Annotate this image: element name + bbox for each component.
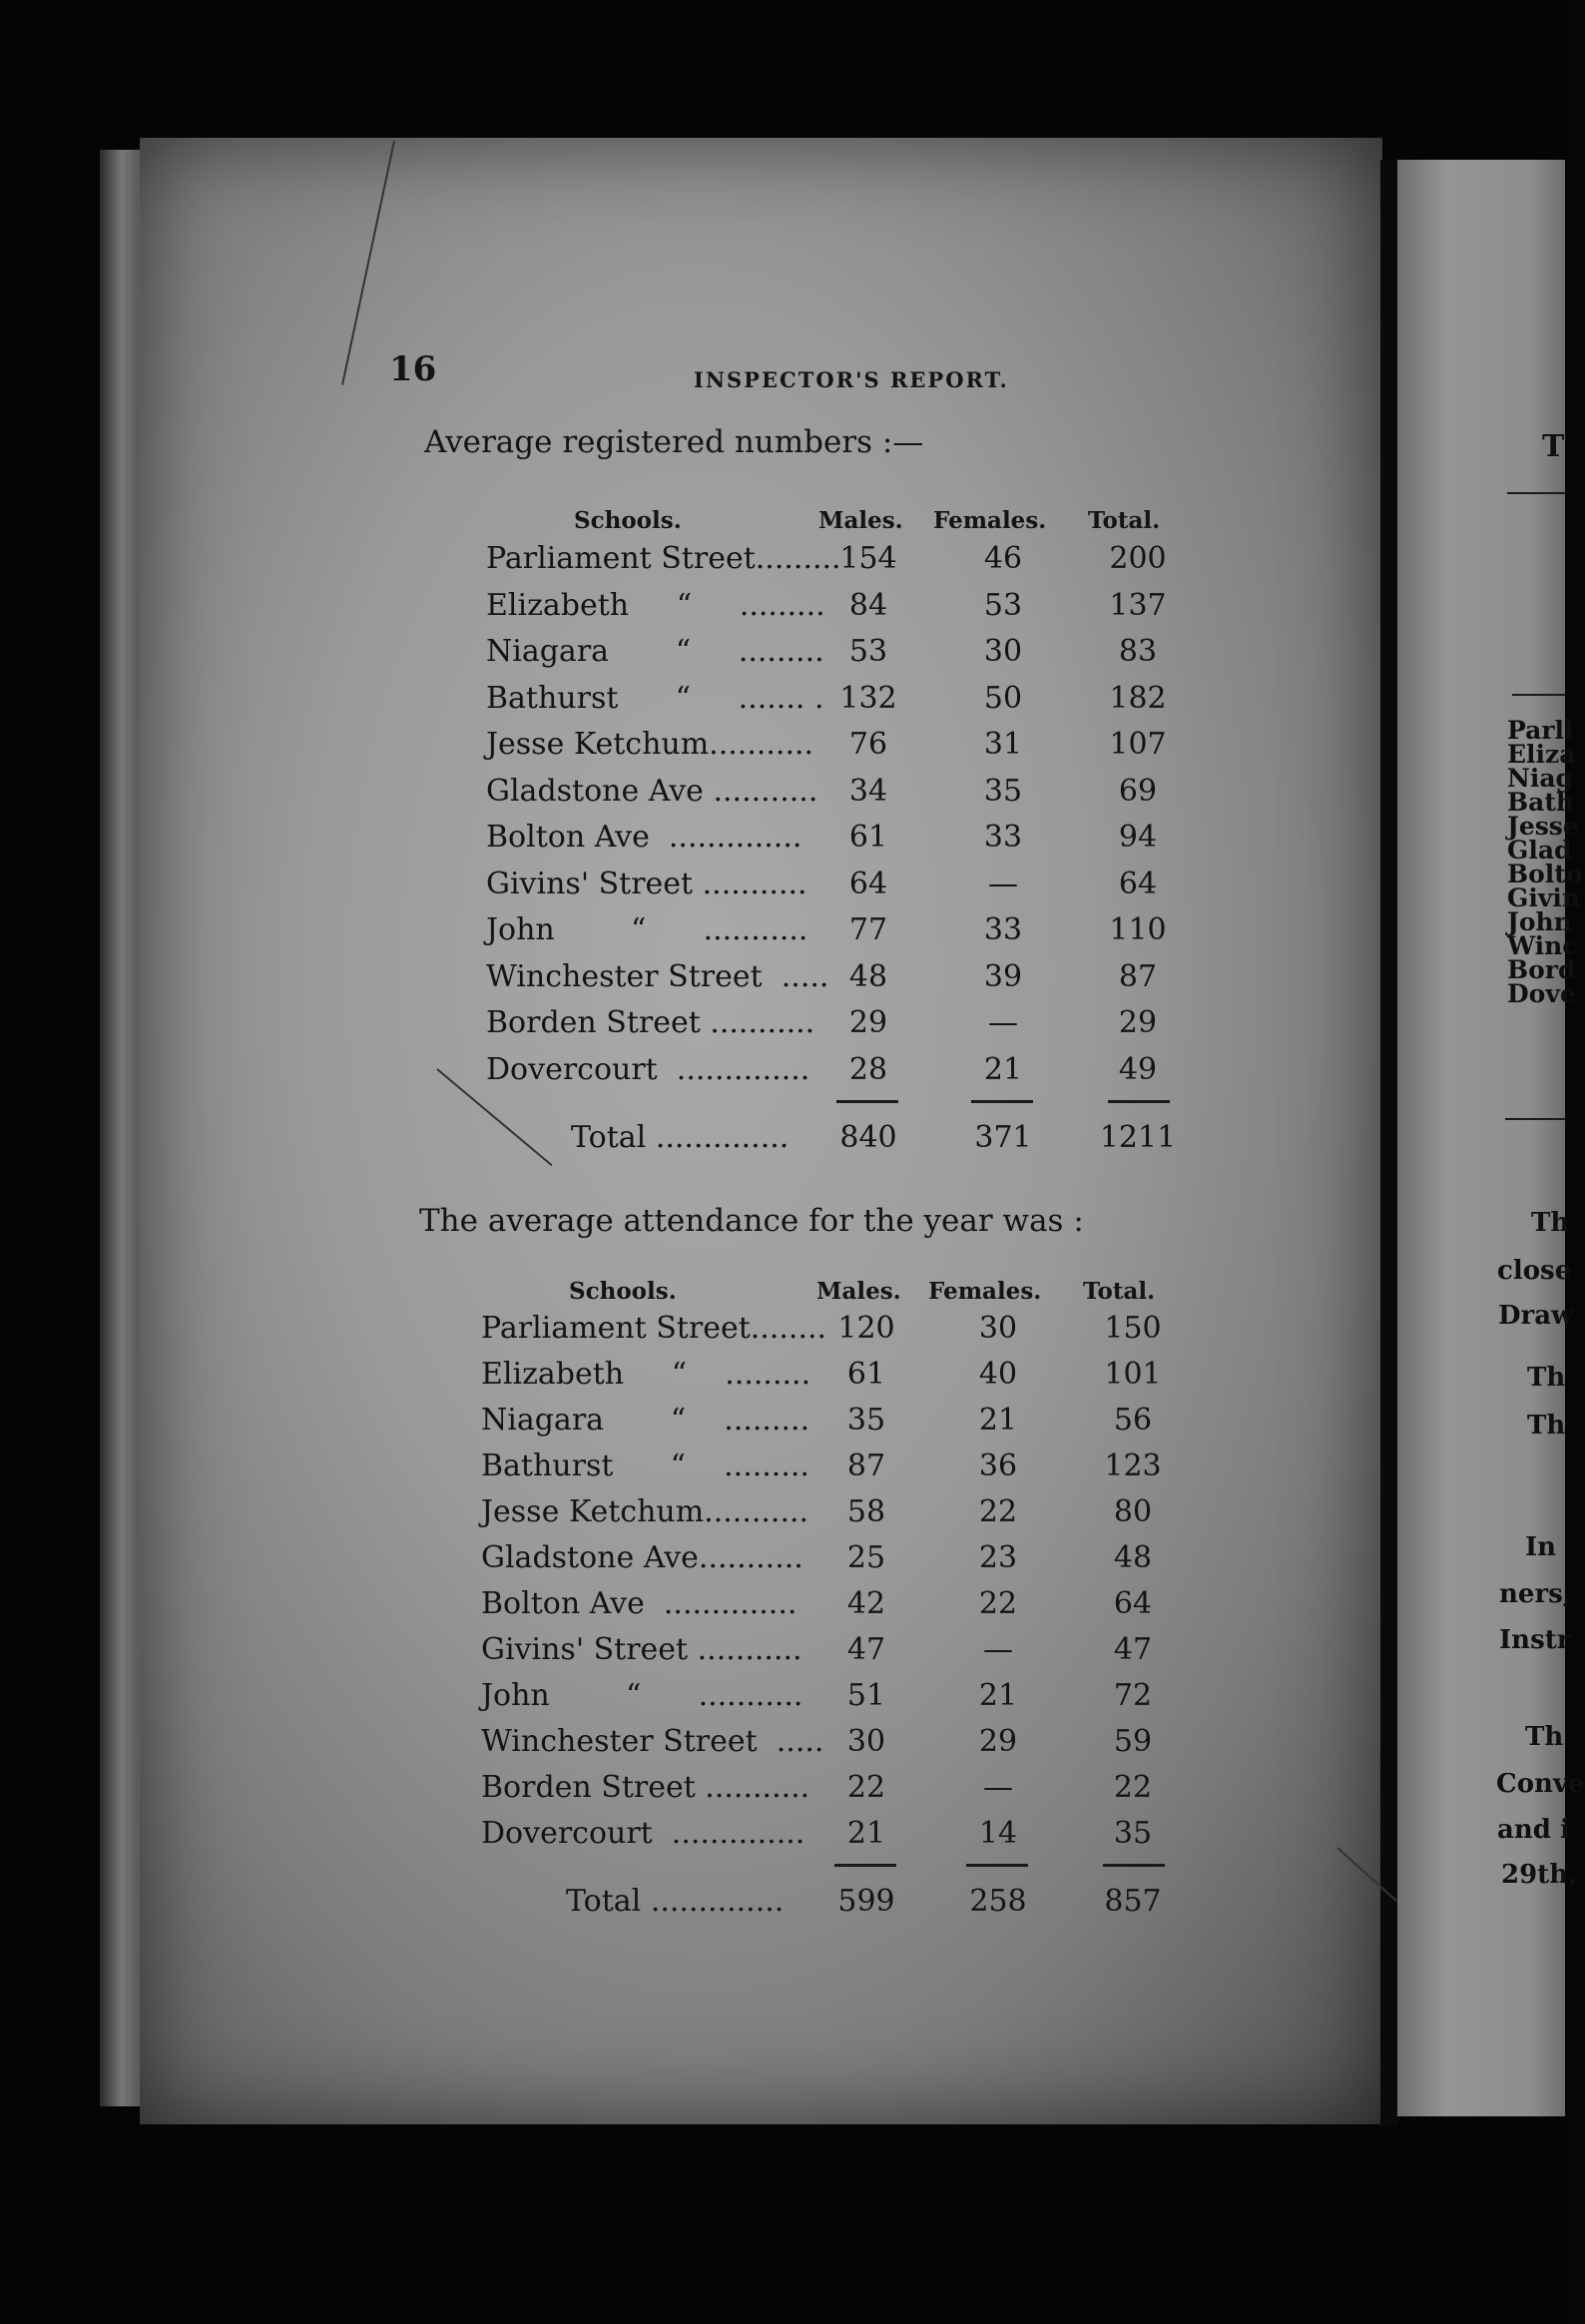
males-value: 22 (846, 1770, 886, 1805)
right-text-line: Th (1525, 1722, 1564, 1752)
total-total: 1211 (1099, 1120, 1177, 1155)
males-value: 47 (846, 1632, 886, 1667)
females-value: 31 (983, 727, 1023, 762)
females-value: 40 (978, 1357, 1018, 1392)
males-value: 42 (846, 1586, 886, 1621)
right-list-item: Bolto (1507, 860, 1583, 888)
total-value: 80 (1113, 1494, 1153, 1529)
females-value: 21 (983, 1051, 1023, 1087)
females-value: 53 (983, 587, 1023, 623)
right-list-item: Glad (1507, 836, 1572, 865)
females-header: Females. (933, 507, 1047, 534)
right-list-item: Niag (1507, 764, 1574, 793)
males-value: 76 (848, 727, 888, 762)
sum-rule-total (1103, 1864, 1165, 1867)
males-value: 48 (848, 958, 888, 994)
sum-rule-females (971, 1100, 1033, 1103)
total-label: Total .............. (571, 1120, 790, 1155)
females-header: Females. (928, 1278, 1042, 1305)
schools-header: Schools. (569, 1278, 677, 1305)
total-value: 47 (1113, 1632, 1153, 1667)
right-list-item: Bath (1507, 788, 1575, 817)
school-name: Winchester Street ..... (481, 1724, 824, 1759)
males-value: 120 (837, 1311, 895, 1346)
right-list-item: John (1507, 907, 1572, 936)
sum-rule-males (834, 1864, 896, 1867)
school-name: Dovercourt .............. (481, 1816, 805, 1851)
males-value: 87 (846, 1449, 886, 1483)
total-total: 857 (1104, 1884, 1162, 1919)
right-page-top-letter: T (1542, 429, 1565, 464)
page-number: 16 (389, 349, 437, 389)
school-name: Borden Street ........... (481, 1770, 810, 1805)
total-value: 87 (1118, 958, 1158, 994)
total-males: 599 (837, 1884, 895, 1919)
running-head: INSPECTOR'S REPORT. (694, 367, 1009, 392)
school-name: John “ ........... (486, 912, 808, 947)
total-value: 150 (1104, 1311, 1162, 1346)
school-name: Bathurst “ ......... (481, 1449, 809, 1483)
total-value: 200 (1109, 541, 1167, 576)
book-gutter (1380, 160, 1397, 2126)
right-text-line: In (1525, 1532, 1557, 1562)
females-value: 21 (978, 1678, 1018, 1713)
right-text-line: Instr (1499, 1625, 1571, 1655)
females-value: 46 (983, 541, 1023, 576)
school-name: Elizabeth “ ......... (486, 587, 825, 623)
total-header: Total. (1083, 1278, 1156, 1305)
total-header: Total. (1088, 507, 1161, 534)
total-value: 64 (1118, 866, 1158, 901)
total-value: 83 (1118, 634, 1158, 669)
right-list-item: Givin (1507, 883, 1581, 912)
males-value: 53 (848, 634, 888, 669)
males-value: 61 (848, 820, 888, 855)
total-females: 371 (974, 1120, 1032, 1155)
school-name: Bathurst “ ....... . (486, 680, 824, 716)
right-list-item: Eliza (1507, 740, 1576, 769)
males-value: 30 (846, 1724, 886, 1759)
right-rule-1 (1507, 492, 1565, 494)
total-value: 29 (1118, 1005, 1158, 1040)
total-value: 72 (1113, 1678, 1153, 1713)
total-females: 258 (969, 1884, 1027, 1919)
right-text-line: close (1497, 1256, 1572, 1286)
right-rule-3 (1505, 1118, 1565, 1120)
total-males: 840 (839, 1120, 897, 1155)
school-name: Gladstone Ave........... (481, 1540, 803, 1575)
sum-rule-males (836, 1100, 898, 1103)
females-value: 22 (978, 1494, 1018, 1529)
males-value: 29 (848, 1005, 888, 1040)
males-header: Males. (816, 1278, 901, 1305)
females-value: 30 (983, 634, 1023, 669)
females-value: 36 (978, 1449, 1018, 1483)
females-value: — (988, 866, 1018, 901)
school-name: Jesse Ketchum........... (481, 1494, 809, 1529)
total-value: 137 (1109, 587, 1167, 623)
total-value: 64 (1113, 1586, 1153, 1621)
total-value: 22 (1113, 1770, 1153, 1805)
males-value: 35 (846, 1403, 886, 1438)
males-header: Males. (818, 507, 903, 534)
school-name: Elizabeth “ ......... (481, 1357, 811, 1392)
right-rule-2 (1512, 694, 1565, 696)
total-value: 182 (1109, 680, 1167, 716)
total-value: 35 (1113, 1816, 1153, 1851)
total-label: Total .............. (566, 1884, 785, 1919)
school-name: Gladstone Ave ........... (486, 773, 818, 809)
total-value: 49 (1118, 1051, 1158, 1087)
females-value: 21 (978, 1403, 1018, 1438)
right-list-item: Jesse (1507, 812, 1579, 841)
school-name: Borden Street ........... (486, 1005, 815, 1040)
attendance-heading: The average attendance for the year was : (419, 1203, 1084, 1239)
total-value: 123 (1104, 1449, 1162, 1483)
schools-header: Schools. (574, 507, 682, 534)
school-name: Parliament Street......... (486, 541, 841, 576)
females-value: 22 (978, 1586, 1018, 1621)
school-name: Niagara “ ......... (486, 634, 824, 669)
females-value: 33 (983, 820, 1023, 855)
right-list-item: Parli (1507, 716, 1574, 745)
females-value: 50 (983, 680, 1023, 716)
males-value: 58 (846, 1494, 886, 1529)
right-text-line: Th (1531, 1208, 1570, 1238)
school-name: Dovercourt .............. (486, 1051, 810, 1087)
females-value: 39 (983, 958, 1023, 994)
total-value: 107 (1109, 727, 1167, 762)
females-value: 23 (978, 1540, 1018, 1575)
males-value: 154 (839, 541, 897, 576)
females-value: 30 (978, 1311, 1018, 1346)
school-name: Bolton Ave .............. (481, 1586, 797, 1621)
school-name: Niagara “ ......... (481, 1403, 810, 1438)
school-name: John “ ........... (481, 1678, 803, 1713)
school-name: Givins' Street ........... (481, 1632, 802, 1667)
registered-heading: Average registered numbers :— (424, 424, 924, 460)
males-value: 61 (846, 1357, 886, 1392)
right-page-fragment (1397, 160, 1585, 2116)
right-text-line: and i (1497, 1815, 1570, 1845)
females-value: — (983, 1770, 1013, 1805)
school-name: Winchester Street ..... (486, 958, 829, 994)
total-value: 56 (1113, 1403, 1153, 1438)
school-name: Parliament Street........ (481, 1311, 827, 1346)
right-text-line: Th (1527, 1411, 1566, 1441)
females-value: 33 (983, 912, 1023, 947)
right-text-line: Draw (1498, 1301, 1574, 1331)
school-name: Givins' Street ........... (486, 866, 807, 901)
right-list-item: Bord (1507, 955, 1576, 984)
females-value: 14 (978, 1816, 1018, 1851)
males-value: 51 (846, 1678, 886, 1713)
right-text-line: Th (1527, 1363, 1566, 1393)
total-value: 59 (1113, 1724, 1153, 1759)
total-value: 94 (1118, 820, 1158, 855)
males-value: 64 (848, 866, 888, 901)
school-name: Jesse Ketchum........... (486, 727, 814, 762)
males-value: 34 (848, 773, 888, 809)
right-list-item: Winc (1507, 931, 1578, 960)
school-name: Bolton Ave .............. (486, 820, 802, 855)
males-value: 84 (848, 587, 888, 623)
right-text-line: ners, (1499, 1579, 1572, 1609)
right-text-line: 29th, (1501, 1860, 1578, 1890)
right-text-line: Conve (1496, 1769, 1585, 1799)
females-value: 29 (978, 1724, 1018, 1759)
females-value: — (988, 1005, 1018, 1040)
males-value: 132 (839, 680, 897, 716)
males-value: 21 (846, 1816, 886, 1851)
males-value: 25 (846, 1540, 886, 1575)
sum-rule-total (1108, 1100, 1170, 1103)
males-value: 77 (848, 912, 888, 947)
total-value: 69 (1118, 773, 1158, 809)
females-value: 35 (983, 773, 1023, 809)
sum-rule-females (966, 1864, 1028, 1867)
total-value: 101 (1104, 1357, 1162, 1392)
total-value: 48 (1113, 1540, 1153, 1575)
males-value: 28 (848, 1051, 888, 1087)
total-value: 110 (1109, 912, 1167, 947)
right-list-item: Dove (1507, 979, 1576, 1008)
females-value: — (983, 1632, 1013, 1667)
